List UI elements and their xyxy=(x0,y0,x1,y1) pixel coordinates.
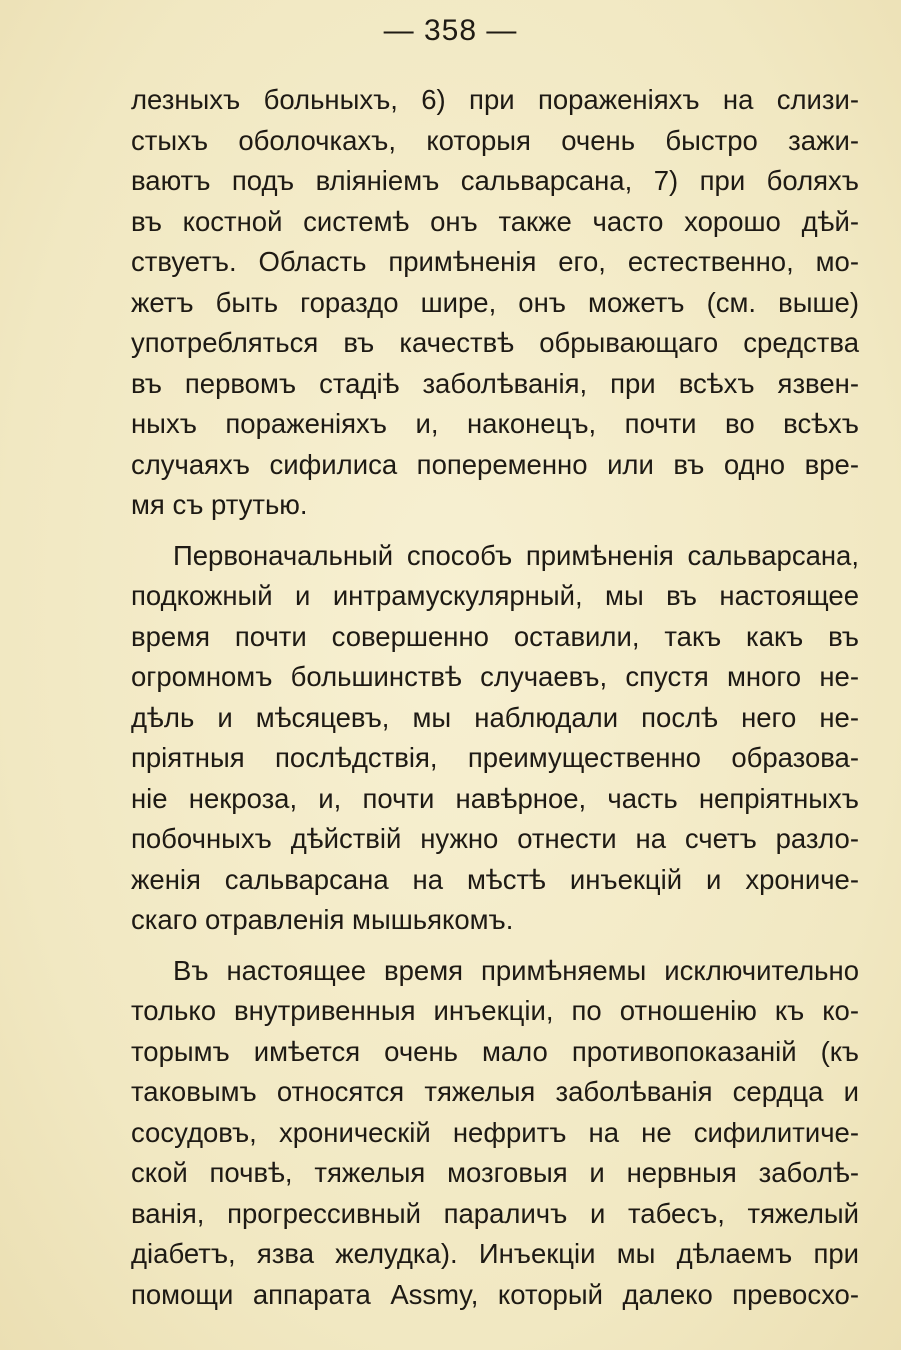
text-line: подкожный и интрамускулярный, мы въ настоящее xyxy=(131,580,859,611)
text-line: помощи аппарата Assmy, который далеко превосхо- xyxy=(131,1278,859,1310)
text-line: случаяхъ сифилиса попеременно или въ одно вре- xyxy=(131,448,859,480)
text-line: только внутривенныя инъекцiи, по отношенiю къ ко- xyxy=(131,995,859,1026)
paragraph-gap xyxy=(131,941,859,951)
text-line: огромномъ большинствѣ случаевъ, спустя много не- xyxy=(131,661,859,692)
text-line: употребляться въ качествѣ обрывающаго средства xyxy=(131,327,859,358)
text-line: дiабетъ, язва желудка). Инъекцiи мы дѣлаемъ при xyxy=(131,1238,859,1269)
text-line: Первоначальный способъ примѣненiя сальварсана, xyxy=(173,539,859,571)
text-line: ныхъ пораженiяхъ и, наконецъ, почти во всѣхъ xyxy=(131,408,859,439)
text-line: торымъ имѣется очень мало противопоказанiй (къ xyxy=(131,1035,859,1067)
text-line: побочныхъ дѣйствiй нужно отнести на счетъ разло- xyxy=(131,823,859,854)
text-line: ваютъ подъ влiянiемъ сальварсана, 7) при боляхъ xyxy=(131,165,859,196)
text-line: женiя сальварсана на мѣстѣ инъекцiй и хрониче- xyxy=(131,863,859,895)
paragraph xyxy=(131,80,859,526)
text-line: стыхъ оболочкахъ, которыя очень быстро зажи- xyxy=(131,124,859,156)
page-number: — 358 — xyxy=(383,14,518,47)
paragraph-gap xyxy=(131,526,859,536)
page-text xyxy=(131,80,859,1315)
text-line: въ костной системѣ онъ также часто хорошо дѣй- xyxy=(131,205,859,237)
text-line: скаго отравленiя мышьякомъ. xyxy=(131,904,514,935)
text-line: въ первомъ стадiѣ заболѣванiя, при всѣхъ язвен- xyxy=(131,367,859,399)
text-line: ской почвѣ, тяжелыя мозговыя и нервныя заболѣ- xyxy=(131,1157,859,1188)
text-line: сосудовъ, хроническiй нефритъ на не сифилитиче- xyxy=(131,1116,859,1148)
text-line: лезныхъ больныхъ, 6) при пораженiяхъ на слизи- xyxy=(131,84,859,115)
text-line: ствуетъ. Область примѣненiя его, естественно, мо- xyxy=(131,246,859,277)
text-line: нiе некроза, и, почти навѣрное, часть непрiятныхъ xyxy=(131,782,859,814)
text-line: прiятныя послѣдствiя, преимущественно образова- xyxy=(131,742,859,773)
text-line: ванiя, прогрессивный параличъ и табесъ, тяжелый xyxy=(131,1197,859,1229)
paragraph xyxy=(131,951,859,1316)
paragraph xyxy=(131,536,859,941)
text-line: дѣль и мѣсяцевъ, мы наблюдали послѣ него не- xyxy=(131,701,859,733)
text-line: жетъ быть гораздо шире, онъ можетъ (см. выше) xyxy=(131,286,859,318)
text-line: Въ настоящее время примѣняемы исключительно xyxy=(173,954,859,986)
text-line: мя съ ртутью. xyxy=(131,489,308,520)
text-line: таковымъ относятся тяжелыя заболѣванiя сердца и xyxy=(131,1076,859,1107)
text-line: время почти совершенно оставили, такъ какъ въ xyxy=(131,620,859,652)
